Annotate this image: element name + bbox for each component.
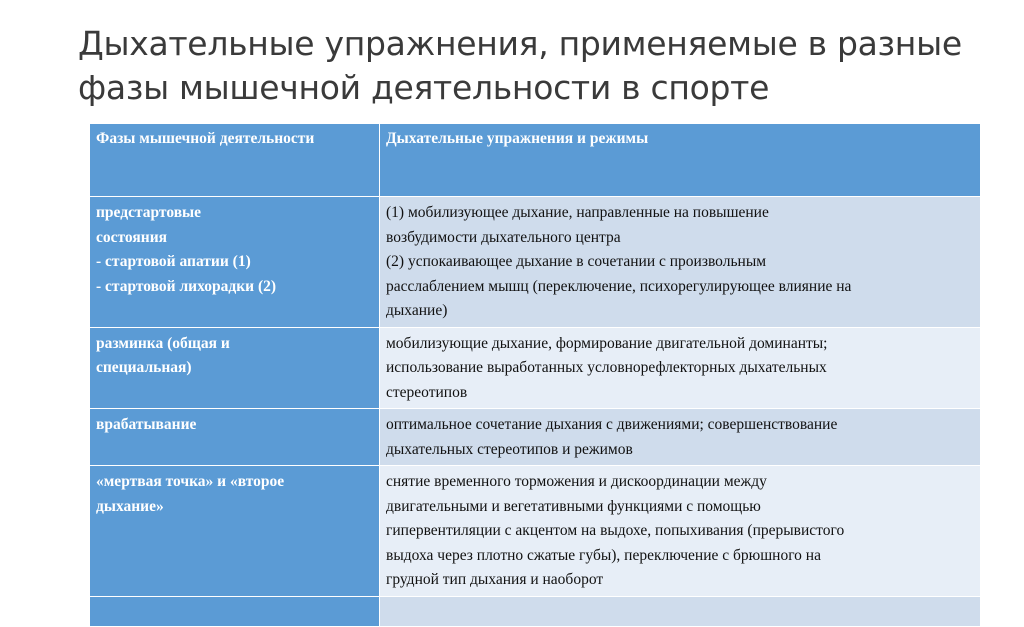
table-header-row: [90, 124, 981, 197]
table-row: [90, 596, 981, 626]
table-row: [90, 327, 981, 409]
header-exercises: Дыхательные упражнения и режимы: [380, 124, 981, 197]
table-row: [90, 466, 981, 597]
exercise-cell: оптимальное сочетание дыхания с движениями; совершенствование дыхательных стереотипов и режимов: [380, 409, 981, 466]
breathing-exercises-table: [89, 123, 981, 627]
table-row: [90, 409, 981, 466]
header-phases: Фазы мышечной деятельности: [90, 124, 380, 197]
phase-cell: предстартовые состояния - стартовой апатии (1) - стартовой лихорадки (2): [90, 197, 380, 328]
breathing-exercises-table-container: [89, 123, 980, 588]
phase-cell: разминка (общая и специальная): [90, 327, 380, 409]
exercise-cell: [380, 596, 981, 626]
phase-cell: «мертвая точка» и «второе дыхание»: [90, 466, 380, 597]
exercise-cell: (1) мобилизующее дыхание, направленные на повышение возбудимости дыхательного центра (2) успокаивающее дыхание в сочетании с произвольным расслаблением мышц (переключение, психорегулирующее влияние на дыхание): [380, 197, 981, 328]
exercise-cell: снятие временного торможения и дискоординации между двигательными и вегетативными функциями с помощью гипервентиляции с акцентом на выдохе, попыхивания (прерывистого выдоха через плотно сжатые губы), переключение с брюшного на грудной тип дыхания и наоборот: [380, 466, 981, 597]
phase-cell: [90, 596, 380, 626]
phase-cell: врабатывание: [90, 409, 380, 466]
table-row: [90, 197, 981, 328]
slide-title: Дыхательные упражнения, применяемые в разные фазы мышечной деятельности в спорте: [78, 24, 962, 107]
exercise-cell: мобилизующие дыхание, формирование двигательной доминанты; использование выработанных условнорефлекторных дыхательных стереотипов: [380, 327, 981, 409]
